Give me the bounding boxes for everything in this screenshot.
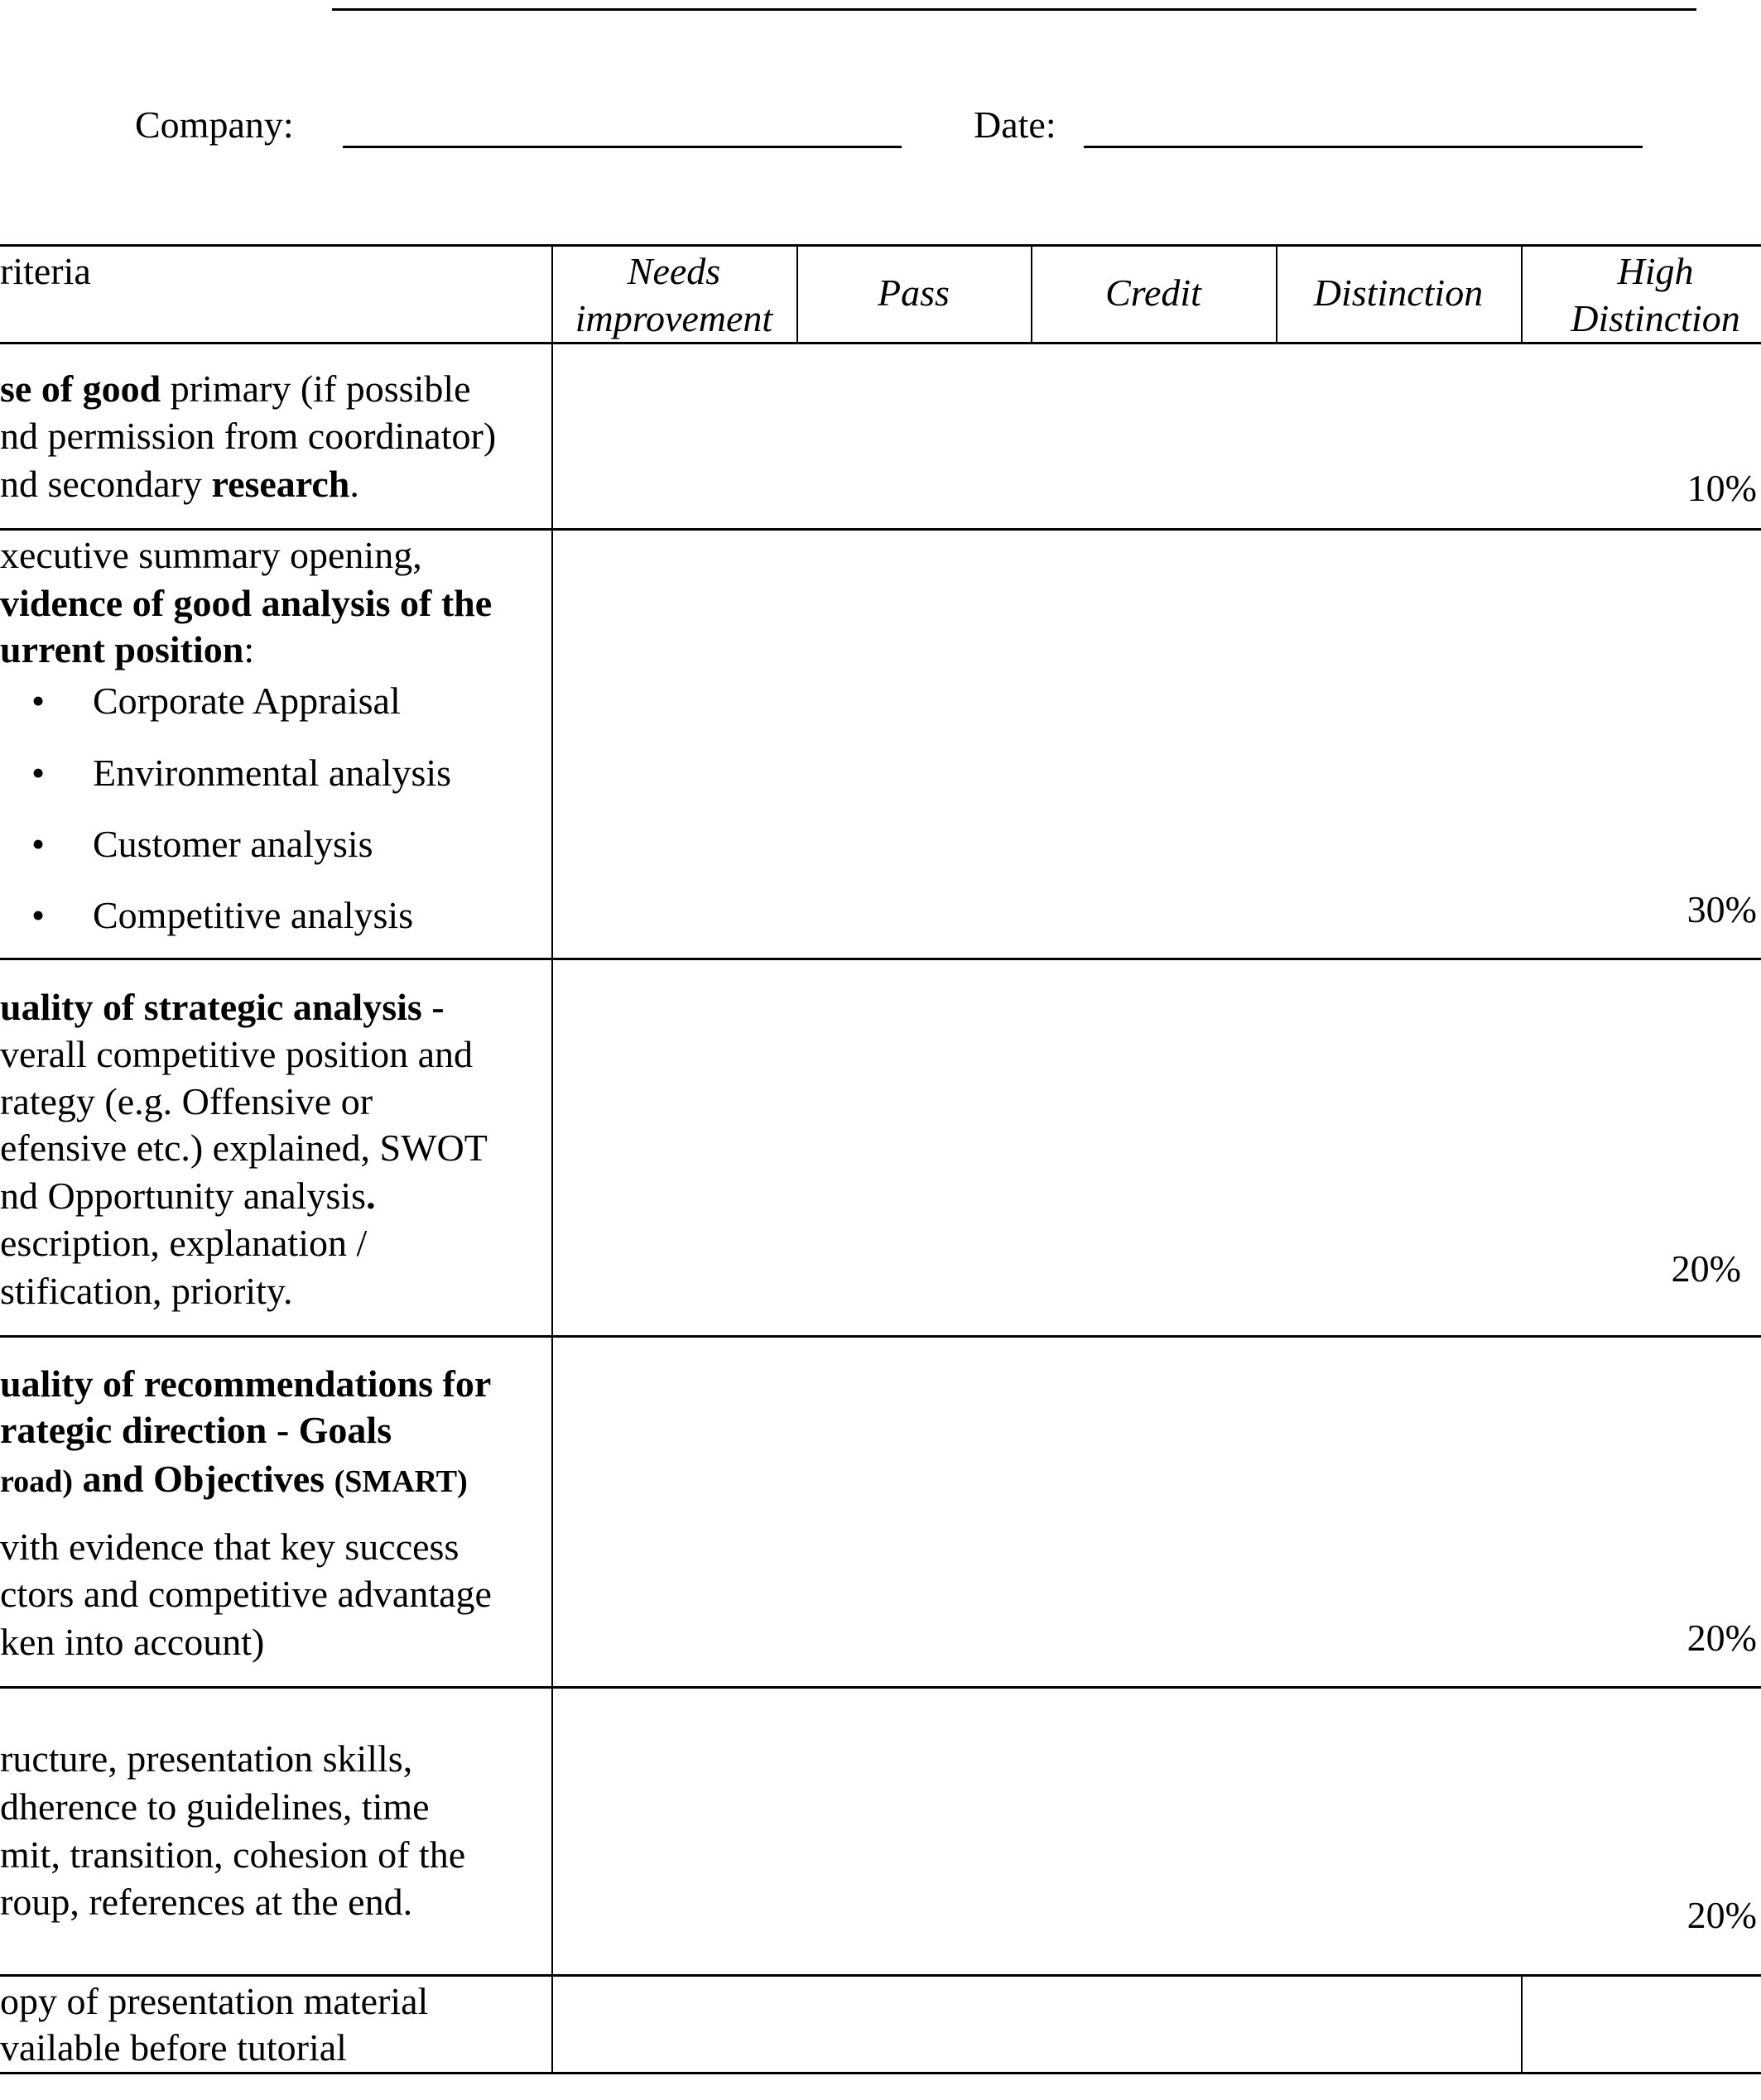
bullet-icon: • — [31, 752, 46, 794]
table-top-border — [0, 244, 1761, 247]
bullet-text: Corporate Appraisal — [93, 680, 401, 722]
weight-label: 30% — [1686, 888, 1757, 930]
header-bottom-border — [0, 342, 1761, 344]
header-line: Distinction — [1571, 297, 1740, 339]
weight-label: 20% — [1686, 1894, 1757, 1936]
table-bottom-border — [0, 2072, 1761, 2074]
criterion-line: escription, explanation / — [0, 1222, 368, 1264]
bullet-text: Customer analysis — [93, 823, 373, 865]
bullet-icon: • — [31, 680, 46, 722]
header-line: High — [1617, 250, 1694, 292]
text: . — [349, 463, 359, 505]
bold-text: research — [211, 463, 350, 505]
bullet-icon: • — [31, 894, 46, 936]
text: nd Opportunity analysis — [0, 1175, 367, 1217]
date-field[interactable] — [1084, 146, 1643, 148]
row-border — [0, 1686, 1761, 1689]
row-border — [0, 1335, 1761, 1338]
row-border — [0, 958, 1761, 960]
bold-text: and Objectives — [72, 1458, 334, 1500]
criterion-line: dherence to guidelines, time — [0, 1785, 430, 1828]
weight-label: 20% — [1671, 1247, 1741, 1290]
header-line: improvement — [575, 297, 773, 339]
bullet-text: Environmental analysis — [93, 752, 452, 794]
header-criteria: riteria — [0, 250, 91, 292]
criterion-line: opy of presentation material — [0, 1980, 429, 2022]
top-rule — [332, 8, 1696, 11]
criterion-line — [0, 626, 254, 673]
weight-label: 10% — [1686, 467, 1757, 509]
company-field[interactable] — [343, 146, 902, 148]
criterion-line — [0, 983, 445, 1031]
criterion-line: vith evidence that key success — [0, 1526, 459, 1568]
bold-text: se of good — [0, 368, 161, 410]
header-line: Needs — [627, 250, 721, 292]
criterion-line — [0, 1406, 392, 1454]
header-high-distinction — [1521, 247, 1761, 342]
bold-text: uality of strategic analysis - — [0, 986, 445, 1028]
criterion-line: efensive etc.) explained, SWOT — [0, 1127, 488, 1169]
bullet-icon: • — [31, 823, 46, 865]
bold-text: vidence of good analysis of the — [0, 582, 493, 624]
company-label: Company: — [135, 103, 294, 146]
criterion-line — [0, 365, 471, 412]
bold-text: urrent position — [0, 628, 244, 670]
bold-text: . — [366, 1175, 376, 1217]
criteria-column-divider — [551, 244, 553, 2074]
text: primary (if possible — [161, 368, 471, 410]
bold-text: road) — [0, 1464, 73, 1499]
bold-text: rategic direction - Goals — [0, 1409, 392, 1451]
criterion-line: stification, priority. — [0, 1270, 293, 1312]
bullet-item — [31, 820, 373, 867]
weight-label: 20% — [1686, 1617, 1757, 1659]
header-pass: Pass — [878, 272, 950, 314]
column-divider — [1521, 1974, 1523, 2074]
criterion-line — [0, 579, 492, 627]
row-border — [0, 1974, 1761, 1977]
criterion-line — [0, 1455, 468, 1506]
criterion-line: ken into account) — [0, 1621, 265, 1663]
row-border — [0, 528, 1761, 531]
criterion-line: nd permission from coordinator) — [0, 415, 497, 457]
header-credit: Credit — [1105, 272, 1201, 314]
criterion-line — [0, 1360, 491, 1407]
criterion-line: ctors and competitive advantage — [0, 1573, 492, 1615]
criterion-line: mit, transition, cohesion of the — [0, 1833, 466, 1876]
bullet-text: Competitive analysis — [93, 894, 414, 936]
criterion-line: verall competitive position and — [0, 1033, 474, 1075]
criterion-line — [0, 1172, 376, 1219]
bullet-item — [31, 677, 401, 724]
criterion-line: vailable before tutorial — [0, 2026, 347, 2069]
date-label: Date: — [974, 103, 1056, 146]
header-needs-improvement — [551, 247, 796, 342]
bold-text: uality of recommendations for — [0, 1362, 492, 1405]
bold-text: (SMART) — [334, 1464, 468, 1499]
criterion-line — [0, 460, 359, 507]
text: : — [243, 628, 255, 670]
header-distinction: Distinction — [1313, 272, 1484, 314]
bullet-item — [31, 749, 452, 796]
criterion-line: roup, references at the end. — [0, 1881, 413, 1923]
criterion-line: ructure, presentation skills, — [0, 1737, 413, 1780]
criterion-line: rategy (e.g. Offensive or — [0, 1080, 373, 1122]
criterion-line: xecutive summary opening, — [0, 534, 422, 576]
text: nd secondary — [0, 463, 212, 505]
bullet-item — [31, 891, 414, 939]
